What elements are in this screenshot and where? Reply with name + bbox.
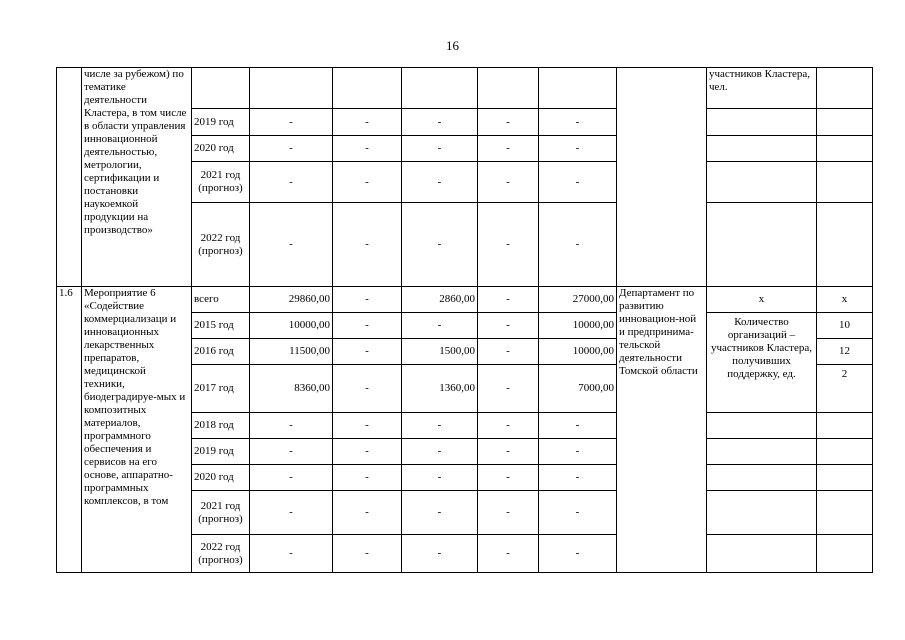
year-cell: 2020 год (192, 465, 250, 491)
year-cell: 2015 год (192, 313, 250, 339)
value-cell: - (402, 413, 478, 439)
value-cell: - (333, 109, 402, 136)
value-cell: - (478, 413, 539, 439)
year-cell: 2017 год (192, 365, 250, 413)
value-cell: - (402, 162, 478, 203)
indicator-name (707, 136, 817, 162)
number-cell (57, 68, 82, 287)
measure-description: числе за рубежом) по тематике деятельности Кластера, в том числе в области управления инновационной деятельностью, метрологии, сертификации и постановки наукоемкой продукции на производство» (82, 68, 192, 287)
year-cell: 2021 год (прогноз) (192, 491, 250, 535)
indicator-name (707, 439, 817, 465)
table-row (57, 68, 873, 109)
indicator-value (817, 413, 873, 439)
indicator-value: 10 (817, 313, 873, 339)
value-cell: - (250, 162, 333, 203)
value-cell: 1500,00 (402, 339, 478, 365)
year-cell: 2021 год (прогноз) (192, 162, 250, 203)
year-cell: 2016 год (192, 339, 250, 365)
year-cell: 2022 год (прогноз) (192, 535, 250, 573)
value-cell: - (539, 203, 617, 287)
value-cell: - (333, 535, 402, 573)
value-cell: - (478, 465, 539, 491)
indicator-value (817, 491, 873, 535)
indicator-name (707, 465, 817, 491)
value-cell: - (539, 491, 617, 535)
value-cell: - (250, 136, 333, 162)
value-cell: 7000,00 (539, 365, 617, 413)
value-cell: - (478, 439, 539, 465)
value-cell: - (333, 203, 402, 287)
indicator-name: Количество организаций – участников Кластера, получивших поддержку, ед. (707, 313, 817, 413)
value-cell (333, 68, 402, 109)
value-cell: - (478, 365, 539, 413)
value-cell: - (539, 439, 617, 465)
value-cell: 27000,00 (539, 287, 617, 313)
value-cell: - (333, 413, 402, 439)
indicator-value (817, 203, 873, 287)
indicator-value (817, 535, 873, 573)
value-cell: 10000,00 (539, 339, 617, 365)
indicator-name (707, 413, 817, 439)
value-cell: - (402, 109, 478, 136)
value-cell: - (250, 203, 333, 287)
value-cell: - (250, 439, 333, 465)
value-cell: 11500,00 (250, 339, 333, 365)
value-cell: - (402, 465, 478, 491)
page-number: 16 (446, 38, 459, 53)
value-cell: - (333, 136, 402, 162)
year-cell: всего (192, 287, 250, 313)
value-cell: 29860,00 (250, 287, 333, 313)
value-cell: - (539, 413, 617, 439)
value-cell: - (478, 339, 539, 365)
value-cell: - (539, 136, 617, 162)
value-cell (250, 68, 333, 109)
value-cell: - (478, 287, 539, 313)
year-cell: 2019 год (192, 439, 250, 465)
value-cell: - (539, 109, 617, 136)
value-cell: - (402, 439, 478, 465)
indicator-value (817, 68, 873, 109)
item-number: 1.6 (57, 287, 82, 573)
measure-description: Мероприятие 6 «Содействие коммерциализаци и инновационных лекарственных препаратов, медицинской техники, биодеградируе-мых и композитных материалов, программного обеспечения и сервисов на его основе, аппаратно-программных комплексов, в том (82, 287, 192, 573)
indicator-name (707, 535, 817, 573)
value-cell: - (250, 413, 333, 439)
value-cell (402, 68, 478, 109)
value-cell: - (333, 162, 402, 203)
value-cell: 2860,00 (402, 287, 478, 313)
value-cell: - (478, 535, 539, 573)
value-cell: - (333, 491, 402, 535)
value-cell (478, 68, 539, 109)
value-cell: - (250, 491, 333, 535)
indicator-name (707, 109, 817, 136)
indicator-value (817, 162, 873, 203)
executor-cell (617, 68, 707, 287)
value-cell: - (539, 162, 617, 203)
year-cell: 2018 год (192, 413, 250, 439)
indicator-name: участников Кластера, чел. (707, 68, 817, 109)
program-table (56, 67, 873, 573)
value-cell: - (402, 203, 478, 287)
value-cell: - (478, 313, 539, 339)
value-cell: - (402, 535, 478, 573)
indicator-name (707, 162, 817, 203)
value-cell: 10000,00 (539, 313, 617, 339)
value-cell: - (333, 339, 402, 365)
value-cell: 8360,00 (250, 365, 333, 413)
value-cell: 1360,00 (402, 365, 478, 413)
value-cell: - (333, 313, 402, 339)
value-cell: - (478, 162, 539, 203)
value-cell: - (333, 465, 402, 491)
value-cell: - (478, 203, 539, 287)
indicator-name (707, 491, 817, 535)
value-cell: - (333, 439, 402, 465)
indicator-name (707, 203, 817, 287)
value-cell: - (333, 287, 402, 313)
value-cell: - (250, 465, 333, 491)
value-cell: - (539, 465, 617, 491)
value-header: х (817, 287, 873, 313)
value-cell (539, 68, 617, 109)
value-cell: - (402, 136, 478, 162)
indicator-value: 12 (817, 339, 873, 365)
value-cell: - (402, 491, 478, 535)
value-cell: - (478, 109, 539, 136)
indicator-header: х (707, 287, 817, 313)
value-cell: - (539, 535, 617, 573)
value-cell: 10000,00 (250, 313, 333, 339)
indicator-value: 2 (817, 365, 873, 413)
year-cell: 2020 год (192, 136, 250, 162)
indicator-value (817, 465, 873, 491)
year-cell: 2022 год (прогноз) (192, 203, 250, 287)
value-cell: - (333, 365, 402, 413)
value-cell: - (478, 491, 539, 535)
year-cell: 2019 год (192, 109, 250, 136)
executor-cell: Департамент по развитию инновацион-ной и предпринима-тельской деятельности Томской области (617, 287, 707, 573)
value-cell: - (478, 136, 539, 162)
value-cell: - (250, 535, 333, 573)
value-cell: - (402, 313, 478, 339)
indicator-value (817, 136, 873, 162)
year-cell (192, 68, 250, 109)
indicator-value (817, 109, 873, 136)
value-cell: - (250, 109, 333, 136)
table-row (57, 287, 873, 313)
indicator-value (817, 439, 873, 465)
